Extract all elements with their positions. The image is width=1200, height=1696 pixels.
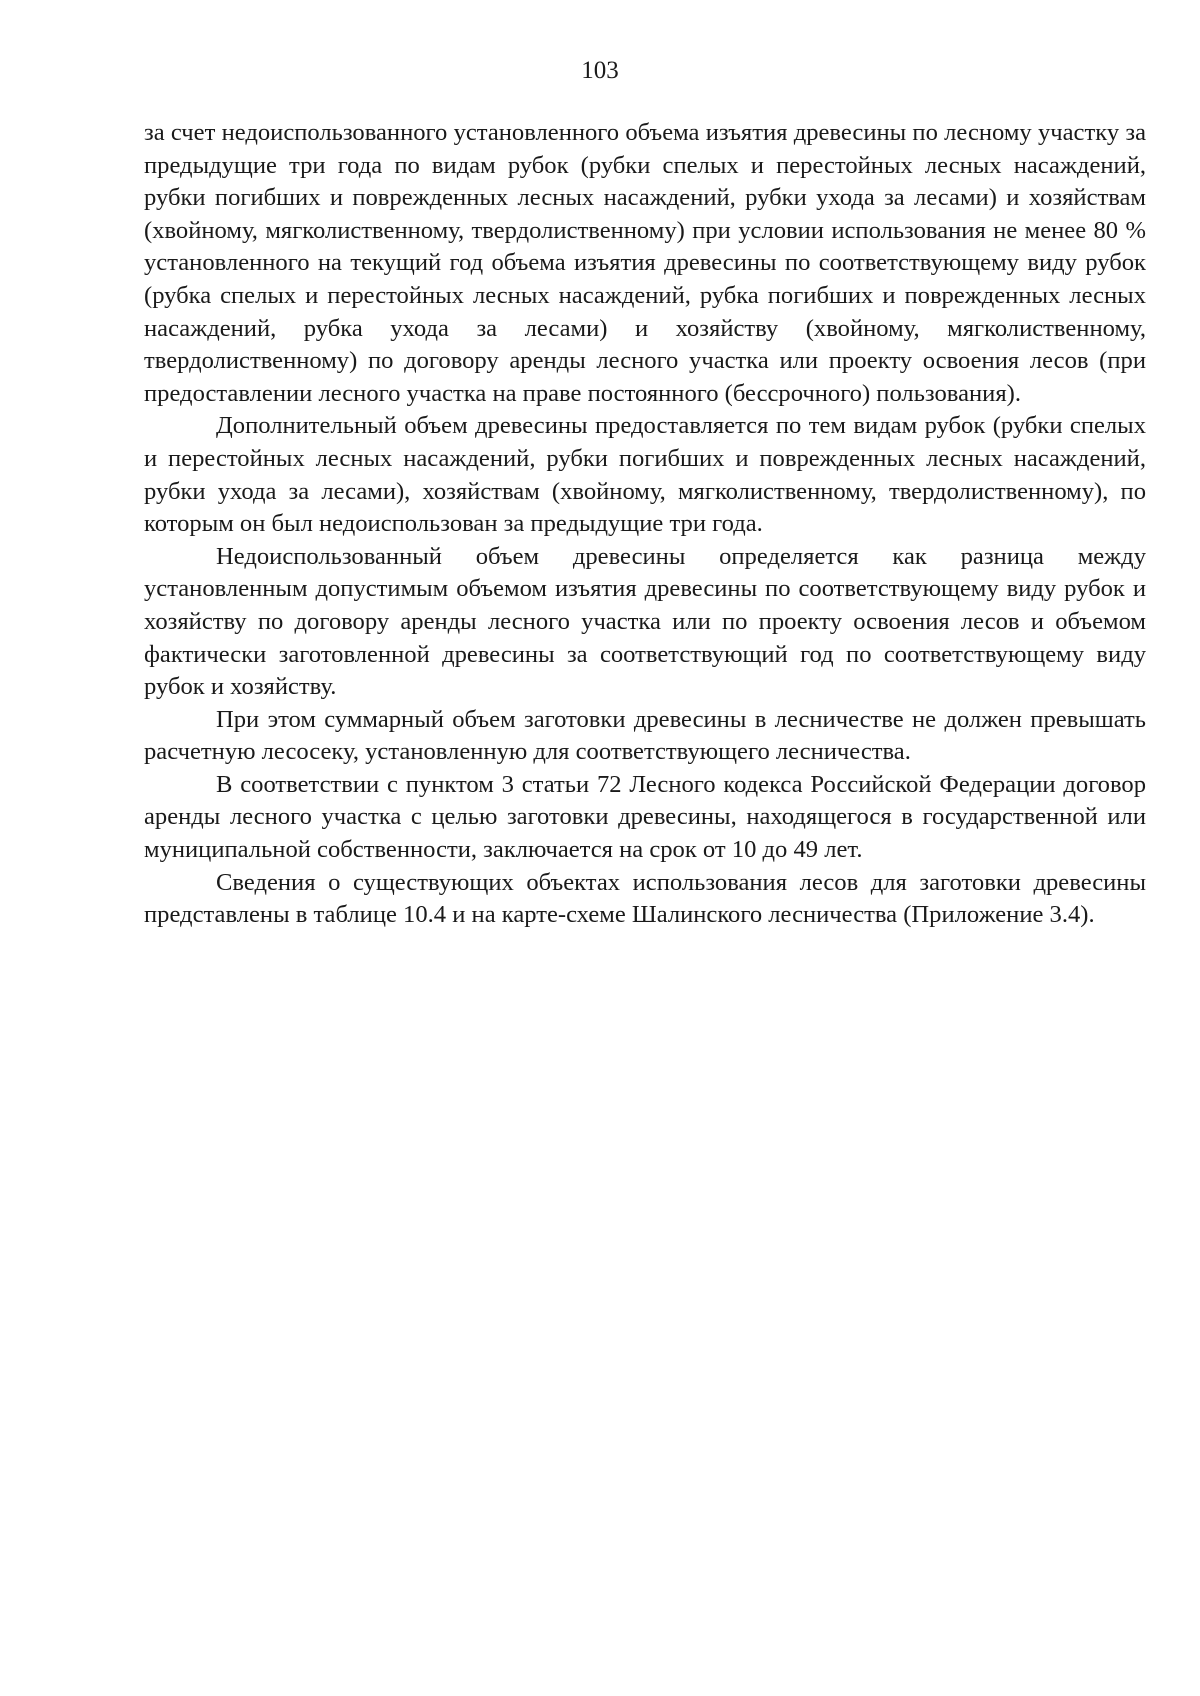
paragraph-additional-volume: Дополнительный объем древесины предоставляется по тем видам рубок (рубки спелых и перестойных лесных насаждений, рубки погибших и поврежденных лесных насаждений, рубки ухода за лесами), хозяйствам (хвойному, мягколиственному, твердолиственному), по которым он был недоиспользован за предыдущие три года. xyxy=(144,412,1146,538)
paragraph-lease-term: В соответствии с пунктом 3 статьи 72 Лесного кодекса Российской Федерации договор аренды лесного участка с целью заготовки древесины, находящегося в государственной или муниципальной собственности, заключается на срок от 10 до 49 лет. xyxy=(144,770,1146,864)
paragraph-continuation: за счет недоиспользованного установленного объема изъятия древесины по лесному участку за предыдущие три года по видам рубок (рубки спелых и перестойных лесных насаждений, рубки погибших и поврежденных лесных насаждений, рубки ухода за лесами) и хозяйствам (хвойному, мягколиственному, твердолиственному) при условии использования не менее 80 % установленного на текущий год объема изъятия древесины по соответствующему виду рубок (рубка спелых и перестойных лесных насаждений, рубка погибших и поврежденных лесных насаждений, рубка ухода за лесами) и хозяйству (хвойному, мягколиственному, твердолиственному) по договору аренды лесного участка или проекту освоения лесов (при предоставлении лесного участка на праве постоянного (бессрочного) пользования). xyxy=(144,119,1146,407)
body-text xyxy=(144,117,1146,932)
page-number: 103 xyxy=(581,57,619,84)
paragraph-total-volume: При этом суммарный объем заготовки древесины в лесничестве не должен превышать расчетную лесосеку, установленную для соответствующего лесничества. xyxy=(144,705,1146,766)
paragraph-unused-volume: Недоиспользованный объем древесины определяется как разница между установленным допустимым объемом изъятия древесины по соответствующему виду рубок и хозяйству по договору аренды лесного участка или по проекту освоения лесов и объемом фактически заготовленной древесины за соответствующий год по соответствующему виду рубок и хозяйству. xyxy=(144,542,1146,701)
paragraph-references: Сведения о существующих объектах использования лесов для заготовки древесины представлены в таблице 10.4 и на карте-схеме Шалинского лесничества (Приложение 3.4). xyxy=(144,868,1146,929)
